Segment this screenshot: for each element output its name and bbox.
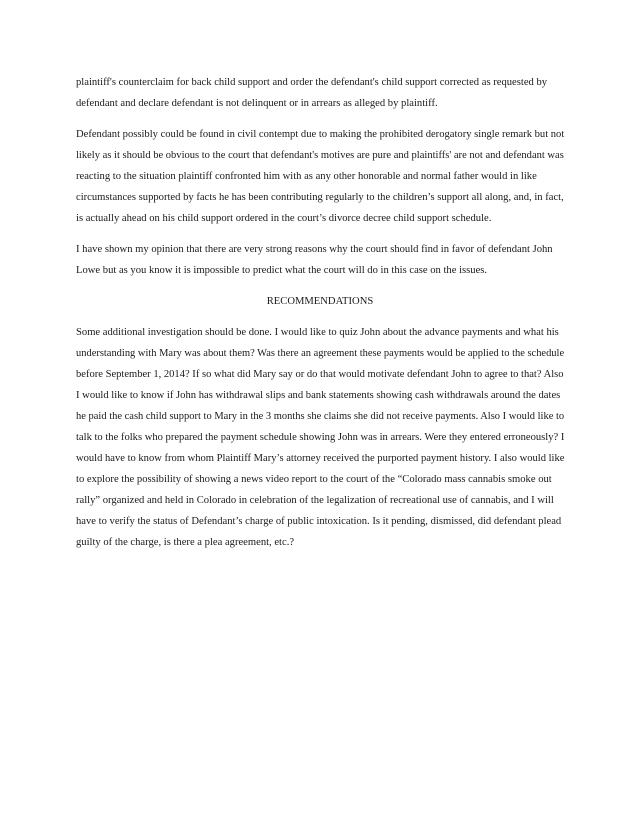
text-line: he paid the cash child support to Mary in the 3 months she claims she did not receive payments. Also I would like to <box>76 411 565 422</box>
text-line: to explore the possibility of showing a news video report to the court of the “Colorado mass cannabis smoke out <box>76 474 552 485</box>
text-line: Defendant possibly could be found in civil contempt due to making the prohibited derogatory single remark but not <box>76 129 565 140</box>
text-line: circumstances supported by facts he has been contributing regularly to the children’s support all along, and, in fact, <box>76 192 564 203</box>
paragraph-contempt <box>76 124 564 229</box>
text-line: talk to the folks who prepared the payment schedule showing John was in arrears. Were they entered erroneously? I <box>76 432 565 443</box>
text-line: understanding with Mary was about them? Was there an agreement these payments would be applied to the schedule <box>76 348 565 359</box>
text-line: likely as it should be obvious to the court that defendant's motives are pure and plaintiffs' are not and defendant was <box>76 150 564 161</box>
document-body <box>76 72 564 563</box>
text-line: before September 1, 2014? If so what did Mary say or do that would motivate defendant John to agree to that? Also <box>76 369 564 380</box>
text-line: defendant and declare defendant is not delinquent or in arrears as alleged by plaintiff. <box>76 98 438 109</box>
text-line: I would like to know if John has withdrawal slips and bank statements showing cash withdrawals around the dates <box>76 390 561 401</box>
paragraph-counterclaim <box>76 72 564 114</box>
text-line: rally” organized and held in Colorado in celebration of the legalization of recreational use of cannabis, and I will <box>76 495 554 506</box>
text-line: guilty of the charge, is there a plea agreement, etc.? <box>76 537 295 548</box>
paragraph-recommendations <box>76 322 564 553</box>
paragraph-opinion <box>76 239 564 281</box>
text-line: is actually ahead on his child support ordered in the court’s divorce decree child support schedule. <box>76 213 492 224</box>
text-line: I have shown my opinion that there are very strong reasons why the court should find in favor of defendant John <box>76 244 553 255</box>
text-line: Lowe but as you know it is impossible to predict what the court will do in this case on the issues. <box>76 265 488 276</box>
text-line: would have to know from whom Plaintiff Mary’s attorney received the purported payment history. I also would like <box>76 453 565 464</box>
text-line: Some additional investigation should be done. I would like to quiz John about the advance payments and what his <box>76 327 559 338</box>
section-heading-recommendations: RECOMMENDATIONS <box>266 296 374 307</box>
text-line: reacting to the situation plaintiff confronted him with as any other honorable and normal father would in like <box>76 171 537 182</box>
text-line: have to verify the status of Defendant’s charge of public intoxication. Is it pending, dismissed, did defendant plead <box>76 516 562 527</box>
text-line: plaintiff's counterclaim for back child support and order the defendant's child support corrected as requested by <box>76 77 548 88</box>
